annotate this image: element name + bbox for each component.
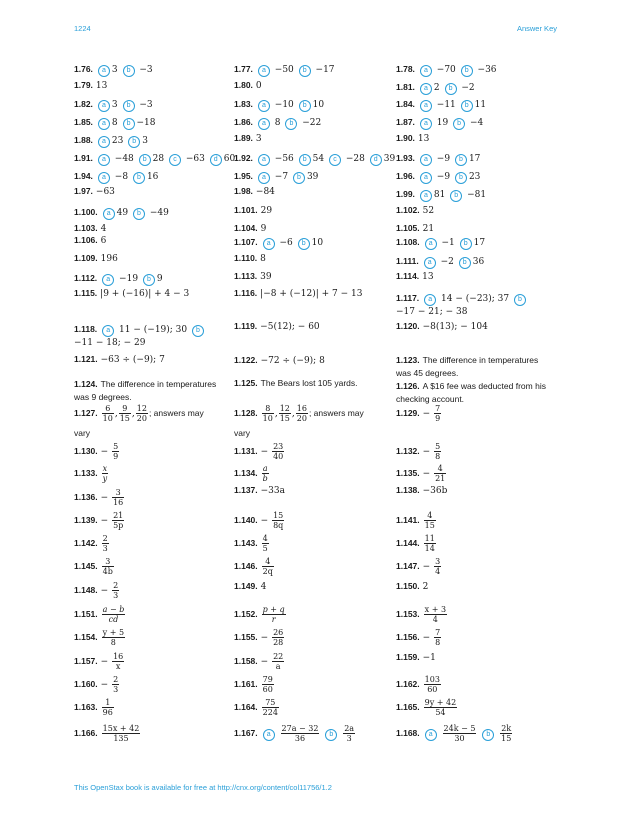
- answer-1-103: 1.103. 4: [74, 223, 107, 234]
- part-b-badge: b: [514, 294, 526, 306]
- answer-1-140: 1.140. − $\frac{15}{8q}$: [234, 511, 284, 530]
- answer-1-96: 1.96. a −9 b 23: [396, 171, 481, 182]
- answer-1-81: 1.81. a 2 b −2: [396, 82, 475, 93]
- part-a-badge: a: [424, 294, 436, 306]
- answer-1-105: 1.105. 21: [396, 223, 435, 234]
- part-b-badge: b: [445, 83, 457, 95]
- answer-1-119: 1.119. −5(12); − 60: [234, 321, 320, 332]
- answer-1-118: 1.118. a 11 − (−19); 30 b −11 − 18; − 29: [74, 323, 206, 350]
- part-a-badge: a: [425, 729, 437, 741]
- answer-1-122: 1.122. −72 ÷ (−9); 8: [234, 355, 325, 366]
- answer-1-144: 1.144. $\frac{11}{14}$: [396, 534, 435, 553]
- answer-1-116: 1.116. |−8 + (−12)| + 7 − 13: [234, 288, 363, 299]
- answer-1-147: 1.147. − $\frac{3}{4}$: [396, 557, 441, 576]
- answer-1-150: 1.150. 2: [396, 581, 429, 592]
- part-b-badge: b: [133, 172, 145, 184]
- answer-1-107: 1.107. a −6 b 10: [234, 237, 324, 248]
- answer-1-132: 1.132. − $\frac{5}{8}$: [396, 442, 441, 461]
- answer-1-154: 1.154. $\frac{y + 5}{8}$: [74, 628, 125, 647]
- answer-1-126: 1.126. A $16 fee was deducted from his checking account.: [396, 381, 546, 404]
- part-b-badge: b: [461, 65, 473, 77]
- part-b-badge: b: [450, 190, 462, 202]
- answer-1-158: 1.158. − $\frac{22}{a}$: [234, 652, 284, 671]
- answer-1-168: 1.168. a $\frac{24k - 5}{30}$ b $\frac{2k}{15}$: [396, 724, 512, 743]
- answer-1-117: 1.117. a 14 − (−23); 37 b −17 − 21; − 38: [396, 292, 528, 319]
- part-a-badge: a: [98, 118, 110, 130]
- section-title: Answer Key: [516, 24, 557, 33]
- part-a-badge: a: [258, 172, 270, 184]
- answer-1-91: 1.91. a −48 b 28 c −63 d 60: [74, 153, 236, 164]
- answer-1-88: 1.88. a 23 b 3: [74, 135, 148, 146]
- answer-1-99: 1.99. a 81 b −81: [396, 189, 487, 200]
- part-b-badge: b: [133, 208, 145, 220]
- part-b-badge: b: [482, 729, 494, 741]
- part-a-badge: a: [420, 65, 432, 77]
- part-b-badge: b: [285, 118, 297, 130]
- part-a-badge: a: [98, 136, 110, 148]
- part-b-badge: b: [455, 154, 467, 166]
- answer-1-97: 1.97. −63: [74, 186, 115, 197]
- part-a-badge: a: [263, 729, 275, 741]
- part-c-badge: c: [169, 154, 181, 166]
- answer-1-142: 1.142. $\frac{2}{3}$: [74, 534, 108, 553]
- answer-1-146: 1.146. $\frac{4}{2q}$: [234, 557, 273, 576]
- part-b-badge: b: [293, 172, 305, 184]
- part-a-badge: a: [98, 65, 110, 77]
- part-a-badge: a: [420, 83, 432, 95]
- answer-1-155: 1.155. − $\frac{26}{28}$: [234, 628, 284, 647]
- part-b-badge: b: [299, 154, 311, 166]
- part-b-badge: b: [325, 729, 337, 741]
- answer-1-109: 1.109. 196: [74, 253, 118, 264]
- part-b-badge: b: [453, 118, 465, 130]
- answer-1-151: 1.151. $\frac{a - b}{cd}$: [74, 605, 125, 624]
- answer-1-133: 1.133. $\frac{x}{y}$: [74, 464, 108, 483]
- part-b-badge: b: [123, 65, 135, 77]
- answer-1-79: 1.79. 13: [74, 80, 108, 91]
- answer-1-135: 1.135. − $\frac{4}{21}$: [396, 464, 446, 483]
- part-a-badge: a: [258, 65, 270, 77]
- answer-1-121: 1.121. −63 ÷ (−9); 7: [74, 354, 165, 365]
- answer-1-113: 1.113. 39: [234, 271, 272, 282]
- answer-1-77: 1.77. a −50 b −17: [234, 64, 335, 75]
- answer-1-128-vary: vary: [234, 428, 251, 438]
- part-b-badge: b: [123, 118, 135, 130]
- part-b-badge: b: [298, 238, 310, 250]
- part-b-badge: b: [192, 325, 204, 337]
- answer-1-112: 1.112. a −19 b 9: [74, 273, 163, 284]
- part-b-badge: b: [461, 100, 473, 112]
- part-b-badge: b: [123, 100, 135, 112]
- answer-1-138: 1.138. −36b: [396, 485, 448, 496]
- answer-1-100: 1.100. a 49 b −49: [74, 207, 169, 218]
- part-a-badge: a: [420, 154, 432, 166]
- answer-1-164: 1.164. $\frac{75}{224}$: [234, 698, 278, 717]
- answer-1-76: 1.76. a 3 b −3: [74, 64, 153, 75]
- answer-1-102: 1.102. 52: [396, 205, 435, 216]
- part-a-badge: a: [102, 274, 114, 286]
- answer-1-149: 1.149. 4: [234, 581, 267, 592]
- part-b-badge: b: [460, 238, 472, 250]
- part-b-badge: b: [139, 154, 151, 166]
- answer-1-163: 1.163. $\frac{1}{96}$: [74, 698, 113, 717]
- answer-1-93: 1.93. a −9 b 17: [396, 153, 481, 164]
- answer-1-167: 1.167. a $\frac{27a - 32}{36}$ b $\frac{2a}{3}$: [234, 724, 355, 743]
- answer-1-78: 1.78. a −70 b −36: [396, 64, 497, 75]
- answer-1-134: 1.134. $\frac{a}{b}$: [234, 464, 268, 483]
- part-c-badge: c: [329, 154, 341, 166]
- answer-1-162: 1.162. $\frac{103}{60}$: [396, 675, 440, 694]
- part-d-badge: d: [210, 154, 222, 166]
- answer-1-114: 1.114. 13: [396, 271, 434, 282]
- answer-1-145: 1.145. $\frac{3}{4b}$: [74, 557, 113, 576]
- part-a-badge: a: [102, 325, 114, 337]
- answer-1-110: 1.110. 8: [234, 253, 266, 264]
- answer-1-131: 1.131. − $\frac{23}{40}$: [234, 442, 284, 461]
- part-b-badge: b: [299, 65, 311, 77]
- answer-1-101: 1.101. 29: [234, 205, 273, 216]
- part-a-badge: a: [420, 118, 432, 130]
- answer-1-125: 1.125. The Bears lost 105 yards.: [234, 378, 358, 388]
- answer-1-92: 1.92. a −56 b 54 c −28 d 39: [234, 153, 396, 164]
- answer-1-160: 1.160. − $\frac{2}{3}$: [74, 675, 119, 694]
- part-b-badge: b: [299, 100, 311, 112]
- answer-1-148: 1.148. − $\frac{2}{3}$: [74, 581, 119, 600]
- answer-1-84: 1.84. a −11 b 11: [396, 99, 487, 110]
- answer-1-123: 1.123. The difference in temperatures was 45 degrees.: [396, 355, 539, 378]
- answer-1-86: 1.86. a 8 b −22: [234, 117, 322, 128]
- part-a-badge: a: [98, 100, 110, 112]
- part-a-badge: a: [263, 238, 275, 250]
- answer-1-83: 1.83. a −10 b 10: [234, 99, 325, 110]
- answer-1-89: 1.89. 3: [234, 133, 262, 144]
- answer-1-106: 1.106. 6: [74, 235, 107, 246]
- answer-1-80: 1.80. 0: [234, 80, 262, 91]
- answer-1-111: 1.111. a −2 b 36: [396, 256, 485, 267]
- answer-1-156: 1.156. − $\frac{7}{8}$: [396, 628, 441, 647]
- part-a-badge: a: [420, 190, 432, 202]
- part-a-badge: a: [98, 154, 110, 166]
- answer-1-161: 1.161. $\frac{79}{60}$: [234, 675, 273, 694]
- answer-1-157: 1.157. − $\frac{16}{x}$: [74, 652, 124, 671]
- answer-1-139: 1.139. − $\frac{21}{5p}$: [74, 511, 124, 530]
- part-a-badge: a: [420, 172, 432, 184]
- answer-1-87: 1.87. a 19 b −4: [396, 117, 484, 128]
- answer-1-152: 1.152. $\frac{p + q}{r}$: [234, 605, 285, 624]
- answer-1-127: 1.127. $\frac{6}{10}$ , $\frac{9}{15}$ , $\frac{12}{20}$ ; answers may: [74, 404, 204, 423]
- part-a-badge: a: [420, 100, 432, 112]
- answer-1-129: 1.129. − $\frac{7}{9}$: [396, 404, 441, 423]
- part-b-badge: b: [128, 136, 140, 148]
- part-a-badge: a: [258, 154, 270, 166]
- answer-1-143: 1.143. $\frac{4}{5}$: [234, 534, 268, 553]
- answer-1-94: 1.94. a −8 b 16: [74, 171, 159, 182]
- part-a-badge: a: [258, 118, 270, 130]
- answer-1-137: 1.137. −33a: [234, 485, 285, 496]
- answer-1-136: 1.136. − $\frac{3}{16}$: [74, 488, 124, 507]
- footer-link[interactable]: This OpenStax book is available for free at http://cnx.org/content/col11756/1.2: [74, 783, 332, 792]
- answer-1-165: 1.165. $\frac{9y + 42}{54}$: [396, 698, 457, 717]
- part-a-badge: a: [98, 172, 110, 184]
- answer-1-128: 1.128. $\frac{8}{10}$ , $\frac{12}{15}$ , $\frac{16}{20}$ ; answers may: [234, 404, 364, 423]
- part-a-badge: a: [424, 257, 436, 269]
- answer-1-115: 1.115. |9 + (−16)| + 4 − 3: [74, 288, 190, 299]
- answer-1-120: 1.120. −8(13); − 104: [396, 321, 488, 332]
- answer-1-82: 1.82. a 3 b −3: [74, 99, 153, 110]
- part-a-badge: a: [258, 100, 270, 112]
- answer-1-166: 1.166. $\frac{15x + 42}{135}$: [74, 724, 140, 743]
- answer-1-159: 1.159. −1: [396, 652, 436, 663]
- answer-1-153: 1.153. $\frac{x + 3}{4}$: [396, 605, 447, 624]
- answer-1-141: 1.141. $\frac{4}{15}$: [396, 511, 435, 530]
- part-a-badge: a: [425, 238, 437, 250]
- answer-1-85: 1.85. a 8 b −18: [74, 117, 156, 128]
- answer-1-90: 1.90. 13: [396, 133, 430, 144]
- answer-1-127-vary: vary: [74, 428, 91, 438]
- part-b-badge: b: [459, 257, 471, 269]
- answer-1-104: 1.104. 9: [234, 223, 267, 234]
- answer-1-95: 1.95. a −7 b 39: [234, 171, 319, 182]
- part-b-badge: b: [143, 274, 155, 286]
- part-d-badge: d: [370, 154, 382, 166]
- answer-1-124: 1.124. The difference in temperatures was 9 degrees.: [74, 379, 217, 402]
- answer-1-108: 1.108. a −1 b 17: [396, 237, 486, 248]
- part-b-badge: b: [455, 172, 467, 184]
- part-a-badge: a: [103, 208, 115, 220]
- page-number: 1224: [74, 24, 91, 33]
- answer-1-130: 1.130. − $\frac{5}{9}$: [74, 442, 119, 461]
- answer-1-98: 1.98. −84: [234, 186, 275, 197]
